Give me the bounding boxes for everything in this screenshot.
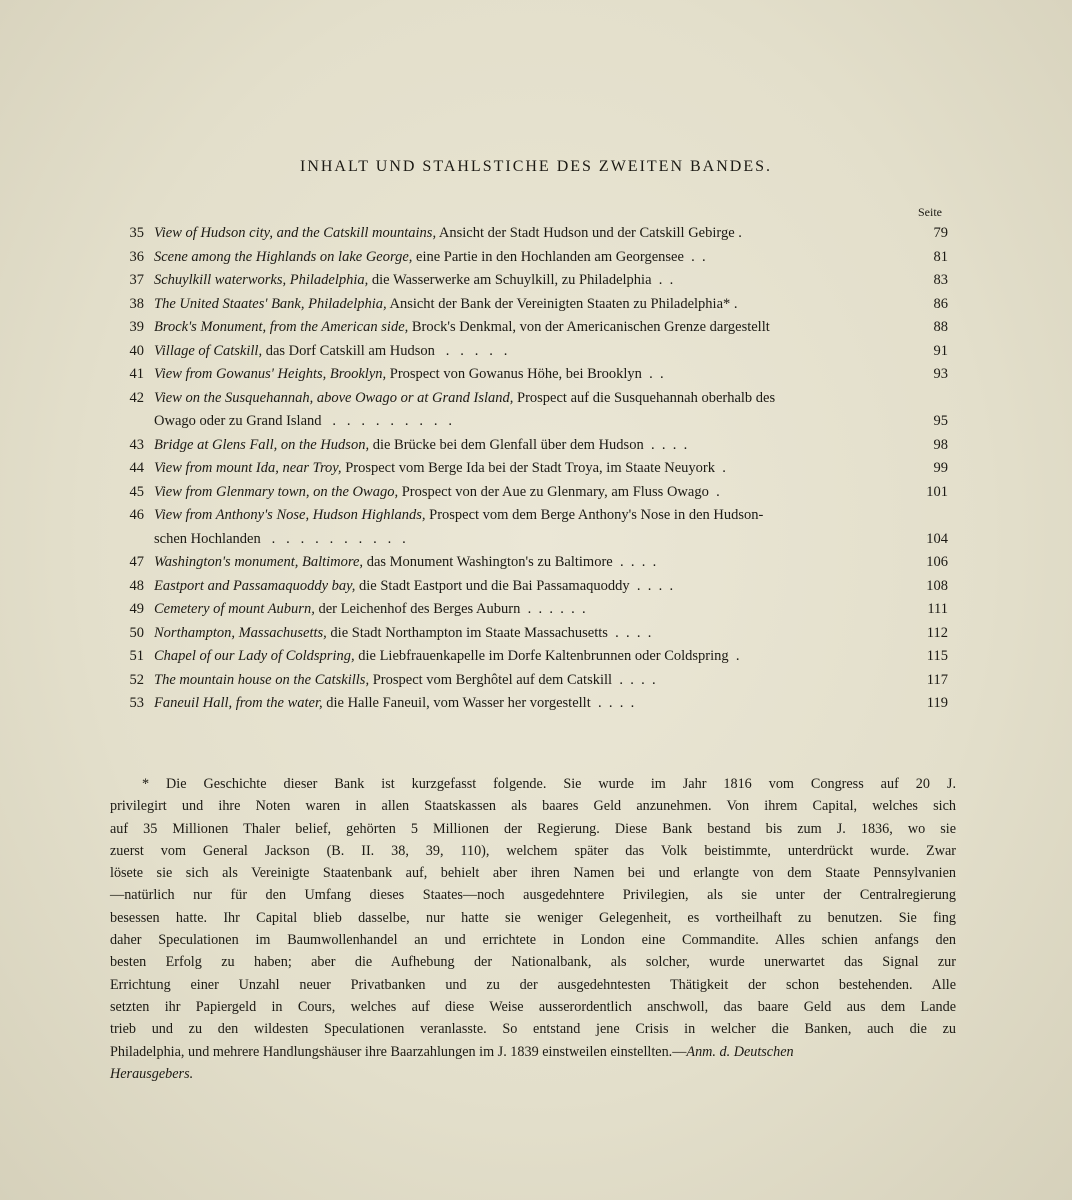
- entry-title: [154, 528, 906, 552]
- footnote-line: [110, 840, 956, 862]
- entry-title: [154, 504, 906, 528]
- footnote-text: * Die Geschichte dieser Bank ist kurzgefasst folgende. Sie wurde im Jahr 1816 vom Congress auf 20 J.: [142, 776, 956, 792]
- leader-dots: .: [728, 648, 740, 664]
- leader-dots: . . . . . .: [520, 601, 586, 617]
- entry-title-english: Village of Catskill,: [154, 342, 263, 359]
- entry-title: [154, 316, 906, 340]
- footnote-line: [110, 773, 956, 795]
- entry-title: [154, 692, 906, 716]
- entry-number: 52: [129, 671, 144, 688]
- entry-page-number: 83: [933, 272, 948, 288]
- footnote-line: [110, 1018, 956, 1040]
- entry-title-german: das Dorf Catskill am Hudson: [262, 342, 435, 359]
- entry-title: [154, 387, 906, 411]
- toc-entry: [108, 340, 958, 364]
- toc-entry: [108, 622, 958, 646]
- toc-entry: [108, 316, 958, 340]
- entry-title: [154, 410, 906, 434]
- entry-title-english: Chapel of our Lady of Coldspring,: [154, 648, 355, 664]
- entry-page-number: 95: [933, 413, 948, 429]
- entry-title-german: Ansicht der Stadt Hudson und der Catskill Gebirge: [436, 225, 735, 241]
- entry-title-german: eine Partie in den Hochlanden am Georgensee: [412, 248, 684, 265]
- footnote-text: privilegirt und ihre Noten waren in allen Staatskassen als baares Geld anzunehmen. Von ihrem Capital, welches sich: [110, 798, 956, 815]
- footnote-line: [110, 1063, 956, 1085]
- entry-title-english: Washington's monument, Baltimore,: [154, 554, 364, 570]
- entry-number: 42: [129, 389, 144, 406]
- footnote-line: [110, 974, 956, 996]
- toc-entry: [108, 222, 958, 246]
- entry-title-german: Brock's Denkmal, von der Americanischen Grenze dargestellt: [408, 319, 770, 335]
- entry-title: [154, 363, 906, 387]
- entry-number: 35: [129, 225, 144, 241]
- footnote: [110, 773, 956, 1085]
- entry-title-english: View from Anthony's Nose, Hudson Highlands,: [154, 507, 426, 523]
- entry-number: 49: [129, 601, 144, 617]
- entry-title-english: Bridge at Glens Fall, on the Hudson,: [154, 436, 370, 453]
- entry-number: 46: [129, 507, 144, 523]
- entry-title: [154, 340, 906, 364]
- entry-title-english: Eastport and Passamaquoddy bay,: [154, 577, 356, 594]
- entry-page-number: 119: [926, 695, 948, 711]
- toc-entry: [108, 363, 958, 387]
- footnote-text: setzten ihr Papiergeld in Cours, welches auf diese Weise ausserordentlich anschwoll, das baare Geld aus dem Lande: [110, 998, 956, 1015]
- leader-dots: . . . . . . . . . .: [260, 530, 406, 547]
- entry-title: [154, 645, 906, 669]
- entry-number: 43: [129, 436, 144, 453]
- entry-page-number: 93: [933, 366, 948, 382]
- leader-dots: . . . .: [590, 695, 635, 711]
- entry-page-number: 99: [933, 460, 948, 476]
- toc-entry: [108, 293, 958, 317]
- toc-entry: [108, 575, 958, 599]
- entry-title-english: Northampton, Massachusetts,: [154, 624, 327, 641]
- entry-page-number: 98: [933, 436, 948, 453]
- entry-title-german: Prospect vom dem Berge Anthony's Nose in den Hudson-: [425, 507, 764, 523]
- footnote-text: Philadelphia, und mehrere Handlungshäuser ihre Baarzahlungen im J. 1839 einstweilen einstellten.—: [110, 1043, 687, 1060]
- entry-title-english: Cemetery of mount Auburn,: [154, 601, 315, 617]
- entry-title-english: Brock's Monument, from the American side,: [154, 319, 409, 335]
- entry-page-number: 81: [933, 248, 948, 265]
- entry-title-german: Prospect von Gowanus Höhe, bei Brooklyn: [386, 366, 642, 382]
- toc-entry: [108, 387, 958, 411]
- entry-title: [154, 457, 906, 481]
- leader-dots: .: [734, 225, 742, 241]
- entry-page-number: 101: [926, 483, 948, 500]
- leader-dots: . . . . . . . . .: [321, 413, 453, 429]
- entry-title-german: schen Hochlanden: [154, 530, 261, 547]
- entry-title-english: View from Gowanus' Heights, Brooklyn,: [154, 366, 387, 382]
- footnote-text: besten Erfolg zu haben; aber die Aufhebung der Nationalbank, als solcher, wurde unerwartet das Signal zur: [110, 954, 956, 971]
- footnote-text: —natürlich nur für den Umfang dieses Staates—noch ausgedehntere Privilegien, als sie unter der Centralregierung: [110, 887, 956, 904]
- entry-number: 40: [129, 342, 144, 359]
- entry-title: [154, 293, 906, 317]
- entry-page-number: 106: [926, 554, 948, 570]
- entry-number: 39: [129, 319, 144, 335]
- entry-title-english: View of Hudson city, and the Catskill mountains,: [154, 225, 437, 241]
- entry-title: [154, 481, 906, 505]
- footnote-line: [110, 795, 956, 817]
- entry-number: 53: [129, 695, 144, 711]
- entry-title-german: der Leichenhof des Berges Auburn: [314, 601, 521, 617]
- entry-title-german: das Monument Washington's zu Baltimore: [363, 554, 613, 570]
- entry-title-german: die Stadt Northampton im Staate Massachusetts: [326, 624, 608, 641]
- footnote-signature: Anm. d. Deutschen: [686, 1043, 794, 1060]
- footnote-text: auf 35 Millionen Thaler belief, gehörten 5 Millionen der Regierung. Diese Bank bestand bis zum J. 1836, wo sie: [110, 820, 956, 837]
- entry-title-german: Owago oder zu Grand Island: [154, 413, 322, 429]
- footnote-line: [110, 818, 956, 840]
- entry-page-number: 111: [927, 601, 948, 617]
- entry-number: 48: [129, 577, 144, 594]
- entry-title-english: View on the Susquehannah, above Owago or at Grand Island,: [154, 389, 514, 406]
- entry-page-number: 104: [926, 530, 948, 547]
- leader-dots: . . . .: [607, 624, 652, 641]
- entry-title-german: die Stadt Eastport und die Bai Passamaquoddy: [355, 577, 630, 594]
- toc-entry: [108, 410, 958, 434]
- entry-number: 47: [129, 554, 144, 570]
- toc-entry: [108, 434, 958, 458]
- entry-title-english: Schuylkill waterworks, Philadelphia,: [154, 272, 369, 288]
- footnote-text: trieb und zu den wildesten Speculationen veranlasste. So entstand jene Crisis in welcher die Banken, auch die zu: [110, 1021, 956, 1038]
- entry-title-german: die Halle Faneuil, vom Wasser her vorgestellt: [322, 695, 591, 711]
- footnote-line: [110, 1041, 956, 1063]
- entry-title-german: Prospect vom Berge Ida bei der Stadt Troya, im Staate Neuyork: [341, 460, 716, 476]
- entry-page-number: 79: [933, 225, 948, 241]
- entry-number: 41: [129, 366, 144, 382]
- page-title: INHALT UND STAHLSTICHE DES ZWEITEN BANDES.: [299, 158, 773, 175]
- entry-title: [154, 434, 906, 458]
- toc-entry: [108, 504, 958, 528]
- entry-page-number: 91: [933, 342, 948, 359]
- entry-title-german: die Brücke bei dem Glenfall über dem Hudson: [369, 436, 644, 453]
- footnote-line: [110, 951, 956, 973]
- entry-title-german: die Liebfrauenkapelle im Dorfe Kaltenbrunnen oder Coldspring: [354, 648, 729, 664]
- entry-title-german: Prospect vom Berghôtel auf dem Catskill: [369, 671, 613, 688]
- entry-page-number: 88: [933, 319, 948, 335]
- leader-dots: . .: [651, 272, 674, 288]
- toc-entry: [108, 246, 958, 270]
- footnote-text: zuerst vom General Jackson (B. II. 38, 39, 110), welchem später das Volk beistimmte, unterdrückt wurde. Zwar: [110, 842, 956, 859]
- entry-number: 37: [129, 272, 144, 288]
- footnote-signature-continued: Herausgebers.: [110, 1065, 194, 1082]
- footnote-text: Errichtung einer Unzahl neuer Privatbanken und zu der ausgedehntesten Thätigkeit der schon bestehenden. Alle: [110, 976, 956, 993]
- entry-number: 51: [129, 648, 144, 664]
- entry-title-german: Ansicht der Bank der Vereinigten Staaten zu Philadelphia*: [386, 295, 731, 312]
- entry-title-german: Prospect von der Aue zu Glenmary, am Fluss Owago: [398, 483, 709, 500]
- table-of-contents: [108, 222, 958, 716]
- leader-dots: . .: [683, 248, 706, 265]
- entry-page-number: 117: [926, 671, 948, 688]
- toc-entry: [108, 269, 958, 293]
- entry-title: [154, 669, 906, 693]
- entry-title-english: The mountain house on the Catskills,: [154, 671, 370, 688]
- footnote-line: [110, 996, 956, 1018]
- entry-title: [154, 222, 906, 246]
- leader-dots: . . . . .: [434, 342, 508, 359]
- entry-number: 45: [129, 483, 144, 500]
- leader-dots: . . . .: [612, 671, 656, 688]
- entry-title-english: Scene among the Highlands on lake George,: [154, 248, 413, 265]
- footnote-text: lösete sie sich als Vereinigte Staatenbank auf, behielt aber ihren Namen bei und erlangte von dem Staate Pennsylvanien: [110, 865, 956, 882]
- leader-dots: .: [715, 460, 726, 476]
- entry-number: 44: [129, 460, 144, 476]
- entry-title: [154, 622, 906, 646]
- entry-page-number: 86: [933, 295, 948, 312]
- footnote-text: besessen hatte. Ihr Capital blieb dasselbe, nur hatte sie weniger Gelegenheit, es vortheilhaft zu benutzen. Sie fing: [110, 909, 956, 926]
- seite-label: Seite: [918, 205, 942, 219]
- entry-title: [154, 551, 906, 575]
- footnote-line: [110, 884, 956, 906]
- toc-entry: [108, 551, 958, 575]
- entry-title: [154, 598, 906, 622]
- entry-number: 50: [129, 624, 144, 641]
- entry-page-number: 108: [926, 577, 948, 594]
- leader-dots: . .: [641, 366, 664, 382]
- toc-entry: [108, 645, 958, 669]
- entry-title: [154, 269, 906, 293]
- entry-title-english: The United Staates' Bank, Philadelphia,: [154, 295, 387, 312]
- toc-entry: [108, 598, 958, 622]
- footnote-line: [110, 929, 956, 951]
- entry-title: [154, 575, 906, 599]
- toc-entry: [108, 457, 958, 481]
- entry-number: 38: [129, 295, 144, 312]
- entry-page-number: 115: [926, 648, 948, 664]
- toc-entry: [108, 692, 958, 716]
- toc-entry: [108, 481, 958, 505]
- leader-dots: . . . .: [612, 554, 657, 570]
- entry-title-english: View from mount Ida, near Troy,: [154, 460, 342, 476]
- footnote-text: daher Speculationen im Baumwollenhandel an und errichtete in London eine Commandite. Alles schien anfangs den: [110, 932, 956, 949]
- toc-entry: [108, 528, 958, 552]
- entry-title-german: die Wasserwerke am Schuylkill, zu Philadelphia: [368, 272, 652, 288]
- leader-dots: .: [730, 295, 738, 312]
- leader-dots: .: [708, 483, 720, 500]
- footnote-line: [110, 862, 956, 884]
- entry-title-english: Faneuil Hall, from the water,: [154, 695, 323, 711]
- entry-page-number: 112: [926, 624, 948, 641]
- leader-dots: . . . .: [643, 436, 688, 453]
- leader-dots: . . . .: [629, 577, 674, 594]
- entry-title-english: View from Glenmary town, on the Owago,: [154, 483, 399, 500]
- entry-title: [154, 246, 906, 270]
- toc-entry: [108, 669, 958, 693]
- footnote-line: [110, 907, 956, 929]
- entry-number: 36: [129, 248, 144, 265]
- entry-title-german: Prospect auf die Susquehannah oberhalb des: [513, 389, 776, 406]
